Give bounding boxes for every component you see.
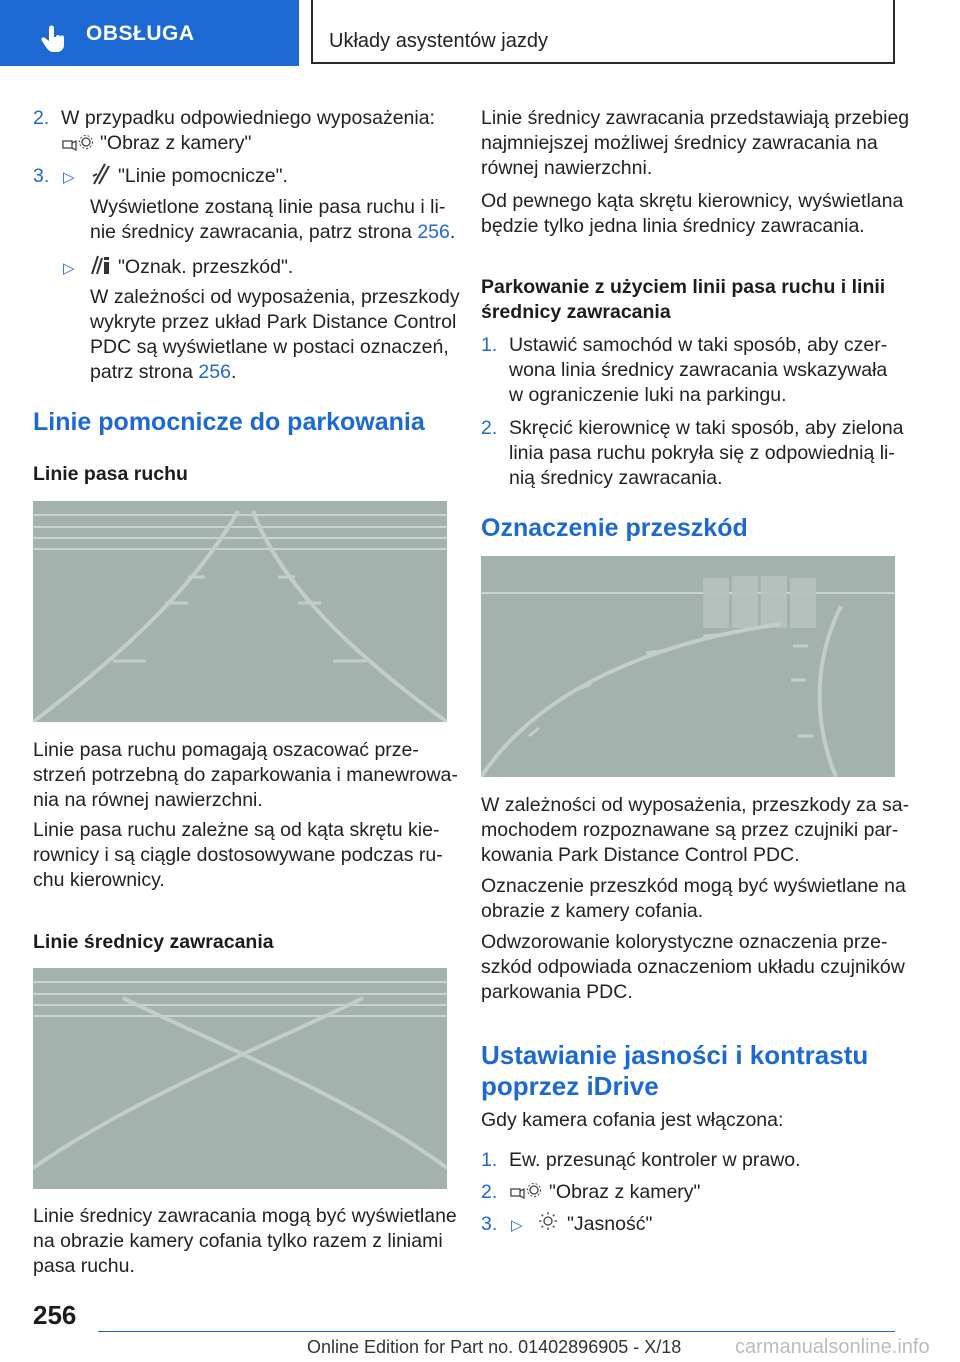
- step-number: 2.: [481, 417, 498, 439]
- turning-p-line-3: pasa ruchu.: [33, 1255, 135, 1277]
- heading-obstacle-marking: Oznaczenie przeszkód: [481, 514, 748, 542]
- triangle-bullet-icon: ▷: [63, 260, 75, 277]
- obstacle-marking-icon: [90, 252, 112, 281]
- r-s2-line-3: nią średnicy zawracania.: [509, 467, 723, 489]
- chapter-title: Układy asystentów jazdy: [329, 30, 548, 52]
- section-tab: [0, 0, 299, 66]
- edition-text: Online Edition for Part no. 01402896905 - X/18: [307, 1337, 682, 1357]
- heading-parking-using-lines-1: Parkowanie z użyciem linii pasa ruchu i linii: [481, 276, 886, 298]
- obstacle-marking-illustration: [481, 556, 895, 777]
- bullet-2-line-1: W zależności od wyposażenia, przeszkody: [90, 286, 460, 308]
- page-link[interactable]: 256: [198, 361, 231, 383]
- step-number: 2.: [481, 1181, 498, 1203]
- bullet-2-label: "Oznak. przeszkód".: [118, 256, 294, 278]
- r-s1-line-3: w ograniczenie luki na parkingu.: [509, 384, 787, 406]
- step-2-text: W przypadku odpowiedniego wyposażenia:: [61, 107, 435, 129]
- heading-parking-guide-lines: Linie pomocnicze do parkowania: [33, 408, 425, 436]
- r-s2-line-1: Skręcić kierownicę w taki sposób, aby zielona: [509, 417, 904, 439]
- obs-p1-line-3: kowania Park Distance Control PDC.: [481, 844, 800, 866]
- r-p1-line-3: równej nawierzchni.: [481, 157, 653, 179]
- obs-p3-line-3: parkowania PDC.: [481, 981, 633, 1003]
- step-number: 3.: [33, 165, 50, 187]
- camera-settings-icon: [510, 1181, 542, 1206]
- b1-text: Ew. przesunąć kontroler w prawo.: [509, 1149, 801, 1171]
- heading-brightness-2: poprzez iDrive: [481, 1071, 659, 1101]
- brightness-sun-icon: [538, 1211, 558, 1236]
- hand-pointer-icon: [40, 25, 68, 58]
- lane-p1-line-3: nia na równej nawierzchni.: [33, 789, 263, 811]
- page-link[interactable]: 256: [417, 221, 450, 243]
- footer-divider: [98, 1331, 895, 1332]
- r-s1-line-2: wona linia średnicy zawracania wskazywała: [509, 359, 888, 381]
- guide-lines-icon: [91, 162, 111, 191]
- obs-p2-line-1: Oznaczenie przeszkód mogą być wyświetlane na: [481, 875, 906, 897]
- step-number: 3.: [481, 1213, 498, 1235]
- obs-p2-line-2: obrazie z kamery cofania.: [481, 900, 704, 922]
- turning-p-line-2: na obrazie kamery cofania tylko razem z liniami: [33, 1230, 443, 1252]
- obs-p1-line-1: W zależności od wyposażenia, przeszkody za sa-: [481, 794, 910, 816]
- chapter-tab: [311, 0, 895, 64]
- b2-text: "Obraz z kamery": [549, 1181, 701, 1203]
- lane-p2-line-1: Linie pasa ruchu zależne są od kąta skrętu kie-: [33, 819, 440, 841]
- step-number: 1.: [481, 334, 498, 356]
- lane-lines-illustration: [33, 501, 447, 722]
- b3-text: "Jasność": [567, 1213, 653, 1235]
- triangle-bullet-icon: ▷: [63, 169, 75, 186]
- bullet-2-line-3: PDC są wyświetlane w postaci oznaczeń,: [90, 336, 449, 358]
- bullet-1-line-2: nie średnicy zawracania, patrz strona 256.: [90, 221, 456, 243]
- heading-lane-lines: Linie pasa ruchu: [33, 463, 188, 485]
- r-p2-line-1: Od pewnego kąta skrętu kierownicy, wyświetlana: [481, 190, 904, 212]
- r-p1-line-1: Linie średnicy zawracania przedstawiają przebieg: [481, 107, 910, 129]
- lane-p2-line-3: chu kierownicy.: [33, 869, 165, 891]
- step-2: [33, 106, 49, 131]
- turning-lines-illustration: [33, 968, 447, 1189]
- obs-p1-line-2: mochodem rozpoznawane są przez czujniki par-: [481, 819, 899, 841]
- r-s2-line-2: linia pasa ruchu pokryła się z odpowiednią li-: [509, 442, 895, 464]
- lane-p1-line-1: Linie pasa ruchu pomagają oszacować prze-: [33, 739, 419, 761]
- step-number: 1.: [481, 1149, 498, 1171]
- r-s1-line-1: Ustawić samochód w taki sposób, aby czer-: [509, 334, 888, 356]
- lane-p2-line-2: rownicy i są ciągle dostosowywane podczas ru-: [33, 844, 443, 866]
- camera-settings-icon: [62, 133, 94, 158]
- lane-p1-line-2: strzeń potrzebną do zaparkowania i manewrowa-: [33, 764, 458, 786]
- step-2-menu: "Obraz z kamery": [100, 132, 252, 154]
- bullet-2-line-2: wykryte przez układ Park Distance Control: [90, 311, 457, 333]
- section-title: OBSŁUGA: [86, 22, 195, 45]
- obs-p3-line-2: szkód odpowiada oznaczeniom układu czujników: [481, 956, 905, 978]
- heading-parking-using-lines-2: średnicy zawracania: [481, 301, 671, 323]
- turning-p-line-1: Linie średnicy zawracania mogą być wyświetlane: [33, 1205, 457, 1227]
- step-3: [33, 164, 49, 189]
- heading-turning-lines: Linie średnicy zawracania: [33, 931, 274, 953]
- r-p1-line-2: najmniejszej możliwej średnicy zawracania na: [481, 132, 878, 154]
- triangle-bullet-icon: ▷: [511, 1217, 523, 1234]
- brightness-intro: Gdy kamera cofania jest włączona:: [481, 1109, 784, 1131]
- page-number: 256: [33, 1300, 77, 1330]
- heading-brightness-1: Ustawianie jasności i kontrastu: [481, 1040, 869, 1070]
- obs-p3-line-1: Odwzorowanie kolorystyczne oznaczenia prze-: [481, 931, 888, 953]
- step-number: 2.: [33, 107, 50, 129]
- bullet-1-label: "Linie pomocnicze".: [118, 165, 288, 187]
- watermark: carmanualsonline.info: [735, 1336, 930, 1358]
- bullet-1-line-1: Wyświetlone zostaną linie pasa ruchu i li-: [90, 196, 446, 218]
- bullet-2-line-4: patrz strona 256.: [90, 361, 237, 383]
- r-p2-line-2: będzie tylko jedna linia średnicy zawracania.: [481, 215, 865, 237]
